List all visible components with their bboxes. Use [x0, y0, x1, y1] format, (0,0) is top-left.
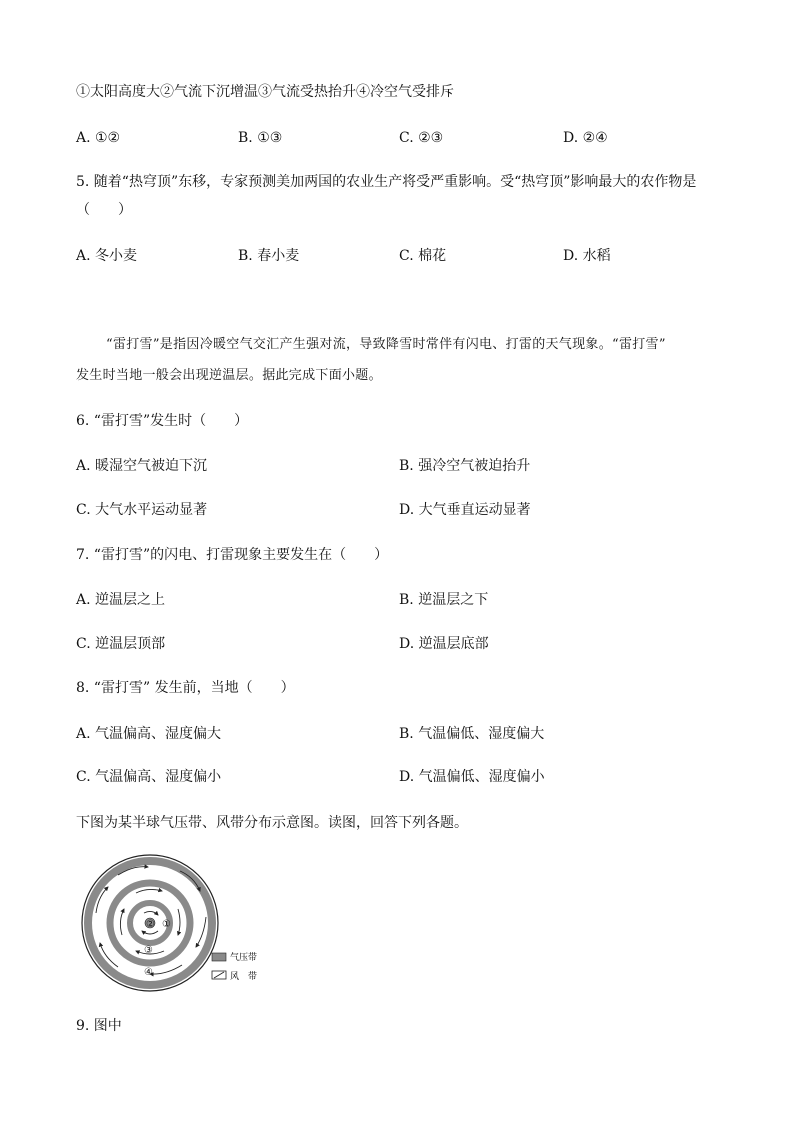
q8-option-b: B. 气温偏低、湿度偏大 [399, 726, 545, 742]
q7-stem: 7. “雷打雪”的闪电、打雷现象主要发生在（ ） [76, 547, 389, 563]
q8-option-d: D. 气温偏低、湿度偏小 [399, 769, 545, 785]
legend-pressure-label: 气压带 [230, 953, 258, 963]
diagram-intro: 下图为某半球气压带、风带分布示意图。读图，回答下列各题。 [76, 815, 468, 831]
q5-option-a: A. 冬小麦 [76, 248, 138, 264]
label-3: ③ [144, 945, 153, 956]
q5-stem-blank: （ ） [76, 202, 132, 218]
q5-option-d: D. 水稻 [563, 248, 611, 264]
legend-wind-label: 风 带 [230, 972, 258, 982]
label-4: ④ [144, 967, 153, 978]
q4-option-c: C. ②③ [399, 130, 444, 146]
q7-option-b: B. 逆温层之下 [399, 592, 489, 608]
passage-line-2: 发生时当地一般会出现逆温层。据此完成下面小题。 [76, 368, 382, 383]
label-2: ② [146, 919, 155, 930]
q6-option-a: A. 暖湿空气被迫下沉 [76, 458, 208, 474]
q7-option-c: C. 逆温层顶部 [76, 636, 166, 652]
q5-stem: 5. 随着“热穹顶”东移，专家预测美加两国的农业生产将受严重影响。受“热穹顶”影响最大的农作物是 [76, 174, 697, 190]
q5-option-b: B. 春小麦 [238, 248, 300, 264]
q6-option-b: B. 强冷空气被迫抬升 [399, 458, 531, 474]
q6-stem: 6. “雷打雪”发生时（ ） [76, 413, 249, 429]
pressure-wind-belt-svg [78, 853, 278, 993]
q4-option-d: D. ②④ [563, 130, 608, 146]
q4-conditions: ①太阳高度大②气流下沉增温③气流受热抬升④冷空气受排斥 [76, 84, 454, 100]
passage-line-1: “雷打雪”是指因冷暖空气交汇产生强对流，导致降雪时常伴有闪电、打雷的天气现象。“雷打雪” [106, 337, 666, 352]
q8-option-c: C. 气温偏高、湿度偏小 [76, 769, 222, 785]
legend-pressure-swatch [212, 953, 226, 961]
q8-stem: 8. “雷打雪” 发生前，当地（ ） [76, 680, 295, 696]
q9-stem: 9. 图中 [76, 1018, 122, 1034]
q8-option-a: A. 气温偏高、湿度偏大 [76, 726, 222, 742]
q6-option-c: C. 大气水平运动显著 [76, 502, 208, 518]
q7-option-a: A. 逆温层之上 [76, 592, 166, 608]
q5-option-c: C. 棉花 [399, 248, 447, 264]
q4-option-b: B. ①③ [238, 130, 283, 146]
label-1: ① [162, 919, 171, 930]
q6-option-d: D. 大气垂直运动显著 [399, 502, 531, 518]
q7-option-d: D. 逆温层底部 [399, 636, 489, 652]
pressure-wind-belt-diagram [78, 853, 278, 993]
q4-option-a: A. ①② [76, 130, 121, 146]
